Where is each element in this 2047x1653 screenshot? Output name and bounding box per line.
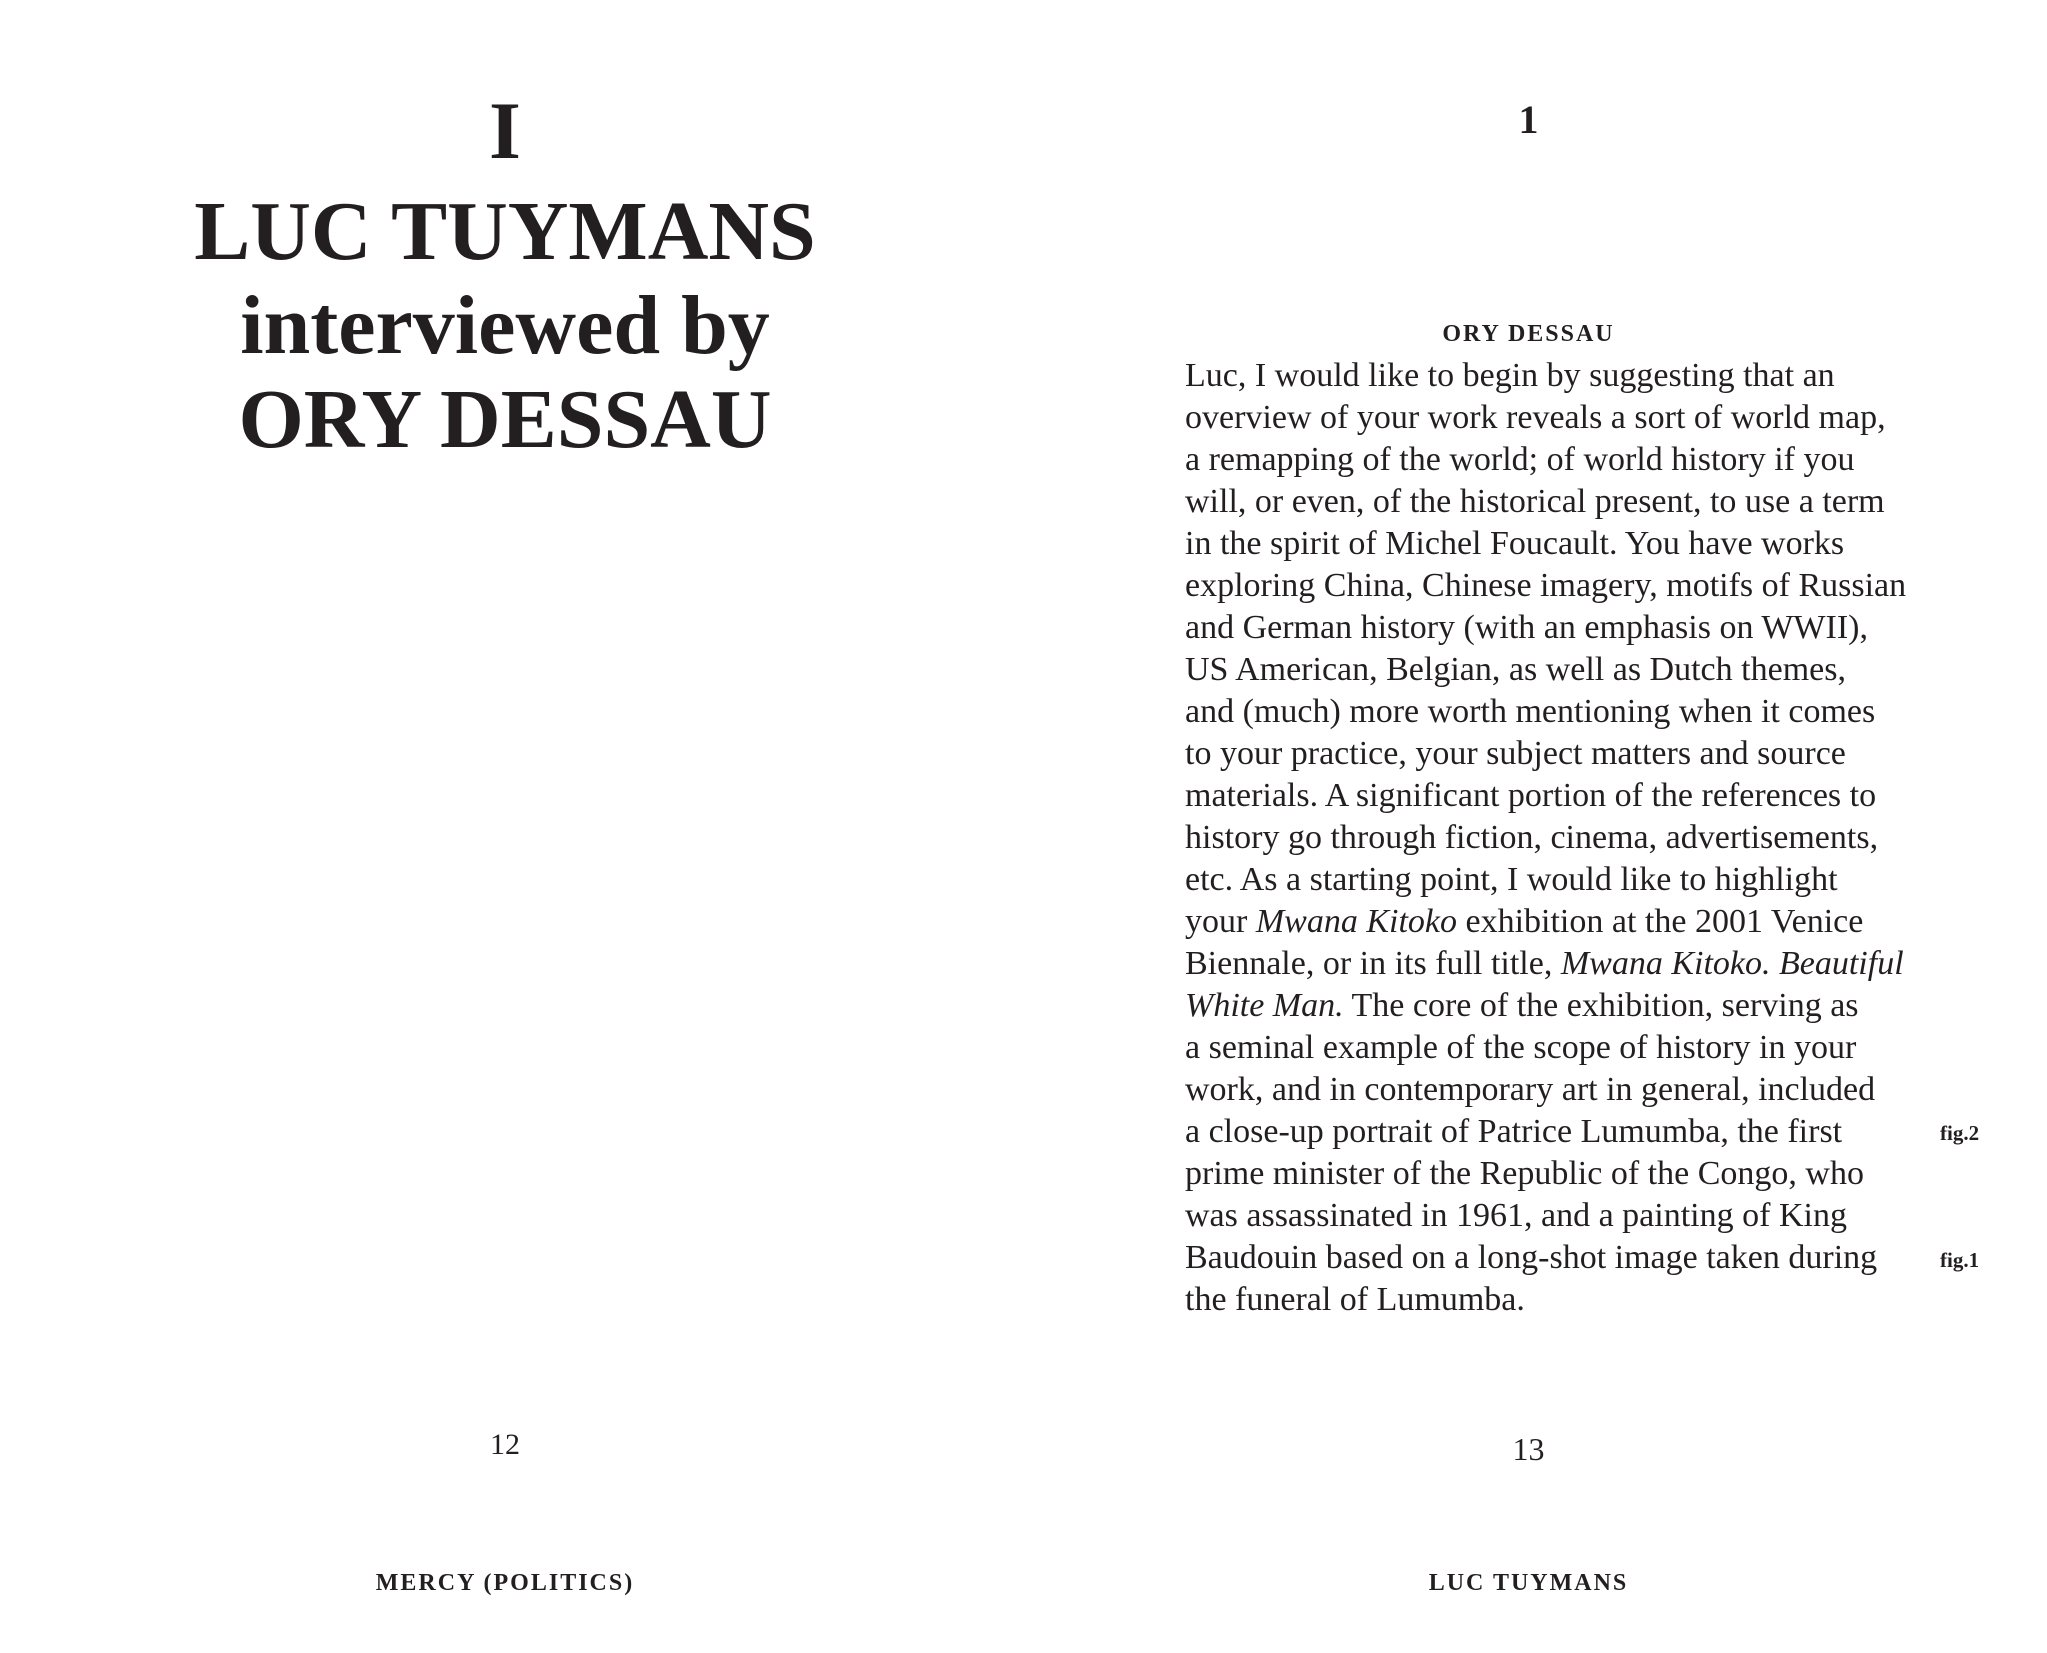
page-number-right: 13 — [1512, 1431, 1545, 1467]
chapter-numeral: I — [489, 85, 521, 176]
italic-title-text: White Man. — [1185, 987, 1344, 1024]
body-line — [1185, 1069, 1925, 1111]
running-footer-left: MERCY (POLITICS) — [375, 1570, 635, 1596]
body-line — [1185, 649, 1925, 691]
running-footer-right: LUC TUYMANS — [1428, 1570, 1629, 1596]
body-line — [1185, 1111, 1925, 1153]
body-text-segment: US American, Belgian, as well as Dutch themes, — [1185, 651, 1846, 688]
body-text-segment: prime minister of the Republic of the Congo, who — [1185, 1155, 1864, 1192]
body-line — [1185, 1153, 1925, 1195]
body-text-segment: a seminal example of the scope of history in your — [1185, 1029, 1857, 1066]
chapter-title — [0, 185, 1010, 467]
body-text-segment: the funeral of Lumumba. — [1185, 1281, 1525, 1318]
body-line — [1185, 523, 1925, 565]
body-line — [1185, 985, 1925, 1027]
italic-title-text: Mwana Kitoko. Beautiful — [1560, 945, 1904, 982]
speaker-name: ORY DESSAU — [1442, 321, 1615, 347]
body-text-segment: exploring China, Chinese imagery, motifs of Russian — [1185, 567, 1907, 604]
figure-reference-fig1[interactable]: fig.1 — [1940, 1248, 1980, 1272]
body-text-segment: materials. A significant portion of the references to — [1185, 777, 1877, 814]
italic-title-text: Mwana Kitoko — [1255, 903, 1457, 940]
body-text-segment: The core of the exhibition, serving as — [1343, 987, 1859, 1024]
body-text-segment: Biennale, or in its full title, — [1185, 945, 1561, 982]
right-page — [1010, 0, 2047, 1653]
body-text-segment: a close-up portrait of Patrice Lumumba, the first — [1185, 1113, 1843, 1150]
body-text-segment: etc. As a starting point, I would like to highlight — [1185, 861, 1838, 898]
section-number: 1 — [1518, 97, 1539, 142]
body-line — [1185, 355, 1925, 397]
body-line — [1185, 565, 1925, 607]
body-line — [1185, 775, 1925, 817]
body-line — [1185, 1237, 1925, 1279]
body-text-segment: overview of your work reveals a sort of world map, — [1185, 399, 1886, 436]
body-text-segment: and (much) more worth mentioning when it comes — [1185, 693, 1876, 730]
chapter-title-line: ORY DESSAU — [238, 373, 772, 466]
body-text-segment: exhibition at the 2001 Venice — [1457, 903, 1864, 940]
body-line — [1185, 1195, 1925, 1237]
body-text-segment: and German history (with an emphasis on WWII), — [1185, 609, 1868, 646]
body-text-segment: Baudouin based on a long-shot image taken during — [1185, 1239, 1878, 1276]
body-line — [1185, 943, 1925, 985]
body-line — [1185, 1279, 1925, 1321]
body-text-segment: a remapping of the world; of world history if you — [1185, 441, 1855, 478]
body-line — [1185, 691, 1925, 733]
body-text-segment: will, or even, of the historical present, to use a term — [1185, 483, 1885, 520]
body-text-segment: to your practice, your subject matters and source — [1185, 735, 1846, 772]
body-line — [1185, 817, 1925, 859]
body-text-segment: work, and in contemporary art in general, included — [1185, 1071, 1876, 1108]
body-text-segment: history go through fiction, cinema, advertisements, — [1185, 819, 1879, 856]
body-line — [1185, 733, 1925, 775]
body-line — [1185, 607, 1925, 649]
body-paragraph — [1185, 355, 1925, 1321]
figure-reference-fig2[interactable]: fig.2 — [1940, 1121, 1980, 1145]
body-text-segment: Luc, I would like to begin by suggesting that an — [1185, 357, 1835, 394]
body-line — [1185, 1027, 1925, 1069]
body-line — [1185, 859, 1925, 901]
body-line — [1185, 439, 1925, 481]
body-text-segment: in the spirit of Michel Foucault. You have works — [1185, 525, 1845, 562]
chapter-title-line: LUC TUYMANS — [194, 185, 816, 278]
body-text-segment: was assassinated in 1961, and a painting of King — [1185, 1197, 1847, 1234]
chapter-title-line: interviewed by — [240, 279, 770, 372]
left-page — [0, 0, 1010, 1653]
body-line — [1185, 901, 1925, 943]
body-text-segment: your — [1185, 903, 1256, 940]
body-line — [1185, 397, 1925, 439]
page-number-left: 12 — [490, 1428, 520, 1461]
body-line — [1185, 481, 1925, 523]
